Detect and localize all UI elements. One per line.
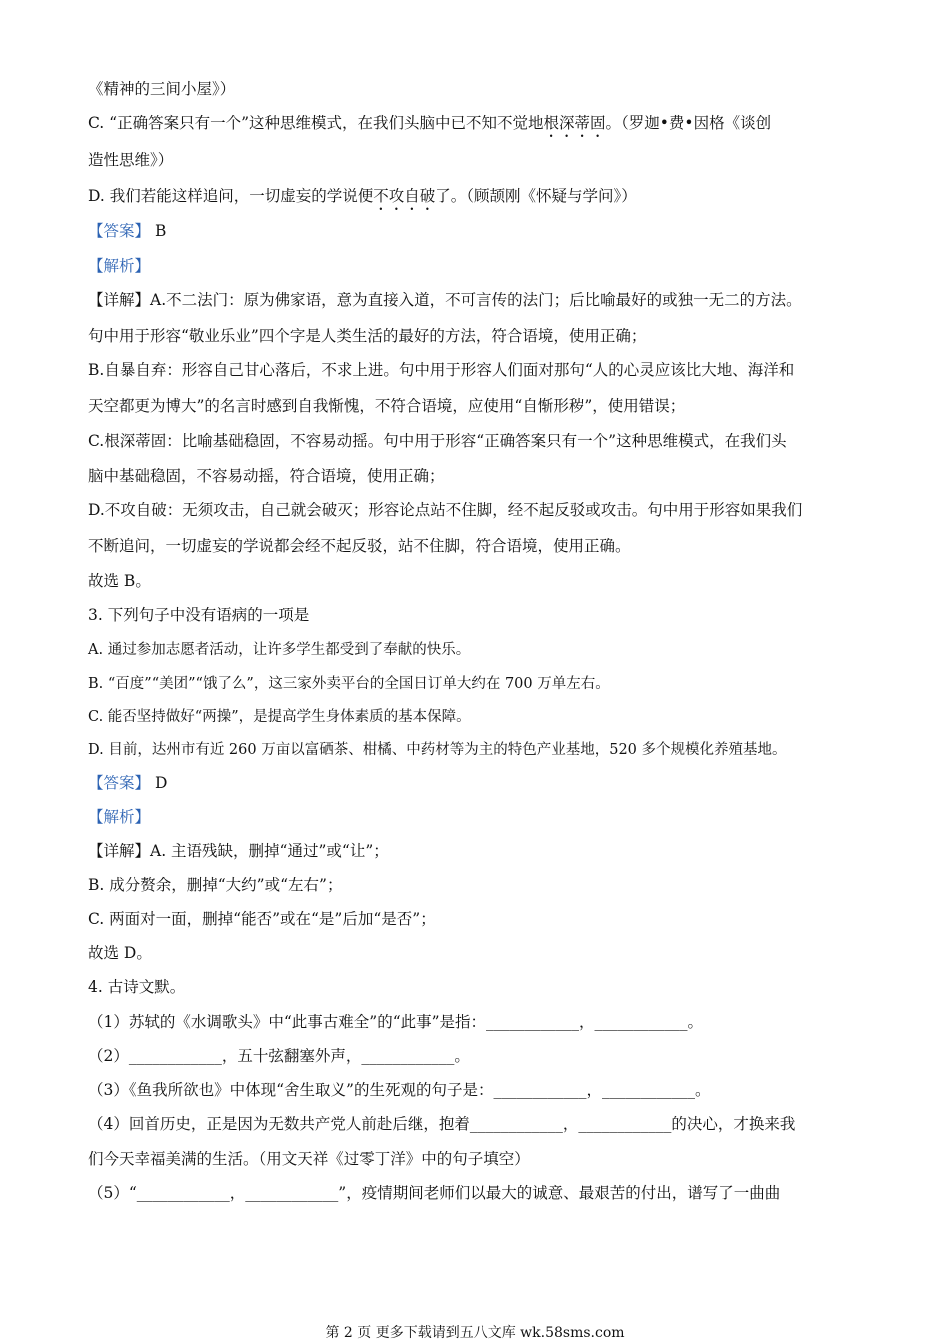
text-line: 故选 B。 [88,572,151,590]
analysis-label: 【解析】 [88,808,151,826]
option-c: C. 能否坚持做好“两操”，是提高学生身体素质的基本保障。 [88,709,471,725]
text-line: 《精神的三间小屋》） [88,80,236,98]
text-line: C.根深蒂固：比喻基础稳固，不容易动摇。句中用于形容“正确答案只有一个”这种思维模式，在我们头 [88,432,787,450]
option-b: B. “百度”“美团”“饿了么”，这三家外卖平台的全国日订单大约在 700 万单左右。 [88,676,610,692]
option-d-line [88,186,637,214]
text-span: 。（罗迦•费•因格《谈创 [605,114,772,132]
text-line: （5）“____________，____________”，疫情期间老师们以最大的诚意、最艰苦的付出，谱写了一曲曲 [88,1184,781,1202]
text-line: 不断追问，一切虚妄的学说都会经不起反驳，站不住脚，符合语境，使用正确。 [88,537,631,555]
question-3-title: 3. 下列句子中没有语病的一项是 [88,606,310,624]
question-4-title: 4. 古诗文默。 [88,978,186,996]
text-line: 【详解】A.不二法门：原为佛家语，意为直接入道，不可言传的法门；后比喻最好的或独一无二的方法。 [88,291,802,309]
analysis-label: 【解析】 [88,257,151,275]
text-span: C. “正确答案只有一个”这种思维模式，在我们头脑中已不知不觉地 [88,114,544,132]
text-line: 句中用于形容“敬业乐业”四个字是人类生活的最好的方法，符合语境，使用正确； [88,327,647,345]
answer-value: B [154,222,167,240]
text-line: C. 两面对一面，删掉“能否”或在“是”后加“是否”； [88,910,436,928]
text-span: D. 我们若能这样追问，一切虚妄的学说便 [88,187,374,205]
answer-line [88,221,166,241]
text-span: 了。（顾颉刚《怀疑与学问》） [435,187,637,205]
answer-label: 【答案】 [88,222,151,240]
option-a: A. 通过参加志愿者活动，让许多学生都受到了奉献的快乐。 [88,642,471,658]
text-line: （3）《鱼我所欲也》中体现“舍生取义”的生死观的句子是：____________，____________。 [88,1081,711,1099]
text-line: （2）____________，五十弦翻塞外声，____________。 [88,1047,470,1065]
answer-label: 【答案】 [88,774,151,792]
option-c-line [88,113,771,141]
emphasized-idiom: 不攻自破 [373,187,436,205]
text-line: （4）回首历史，正是因为无数共产党人前赴后继，抱着____________，____________的决心，才换来我 [88,1115,796,1133]
text-line: 们今天幸福美满的生活。（用文天祥《过零丁洋》中的句子填空） [88,1150,530,1168]
answer-line [88,773,167,793]
answer-value: D [154,774,168,792]
emphasized-idiom: 根深蒂固 [543,114,606,132]
text-line: 天空都更为博大”的名言时感到自我惭愧，不符合语境，应使用“自惭形秽”，使用错误； [88,397,686,415]
text-line: 【详解】A. 主语残缺，删掉“通过”或“让”； [88,842,389,860]
text-line: 造性思维》） [88,151,174,169]
text-line: B. 成分赘余，删掉“大约”或“左右”； [88,876,343,894]
text-line: （1）苏轼的《水调歌头》中“此事古难全”的“此事”是指：____________，____________。 [88,1013,704,1031]
text-line: D.不攻自破：无须攻击，自己就会破灭；形容论点站不住脚，经不起反驳或攻击。句中用于形容如果我们 [88,501,803,519]
text-line: 故选 D。 [88,944,152,962]
text-line: B.自暴自弃：形容自己甘心落后，不求上进。句中用于形容人们面对那句“人的心灵应该比大地、海洋和 [88,361,795,379]
page-footer: 第 2 页 更多下载请到五八文库 wk.58sms.com [325,1325,625,1341]
text-line: 脑中基础稳固，不容易动摇，符合语境，使用正确； [88,467,445,485]
option-d: D. 目前，达州市有近 260 万亩以富硒茶、柑橘、中药材等为主的特色产业基地，520 多个规模化养殖基地。 [88,742,787,758]
